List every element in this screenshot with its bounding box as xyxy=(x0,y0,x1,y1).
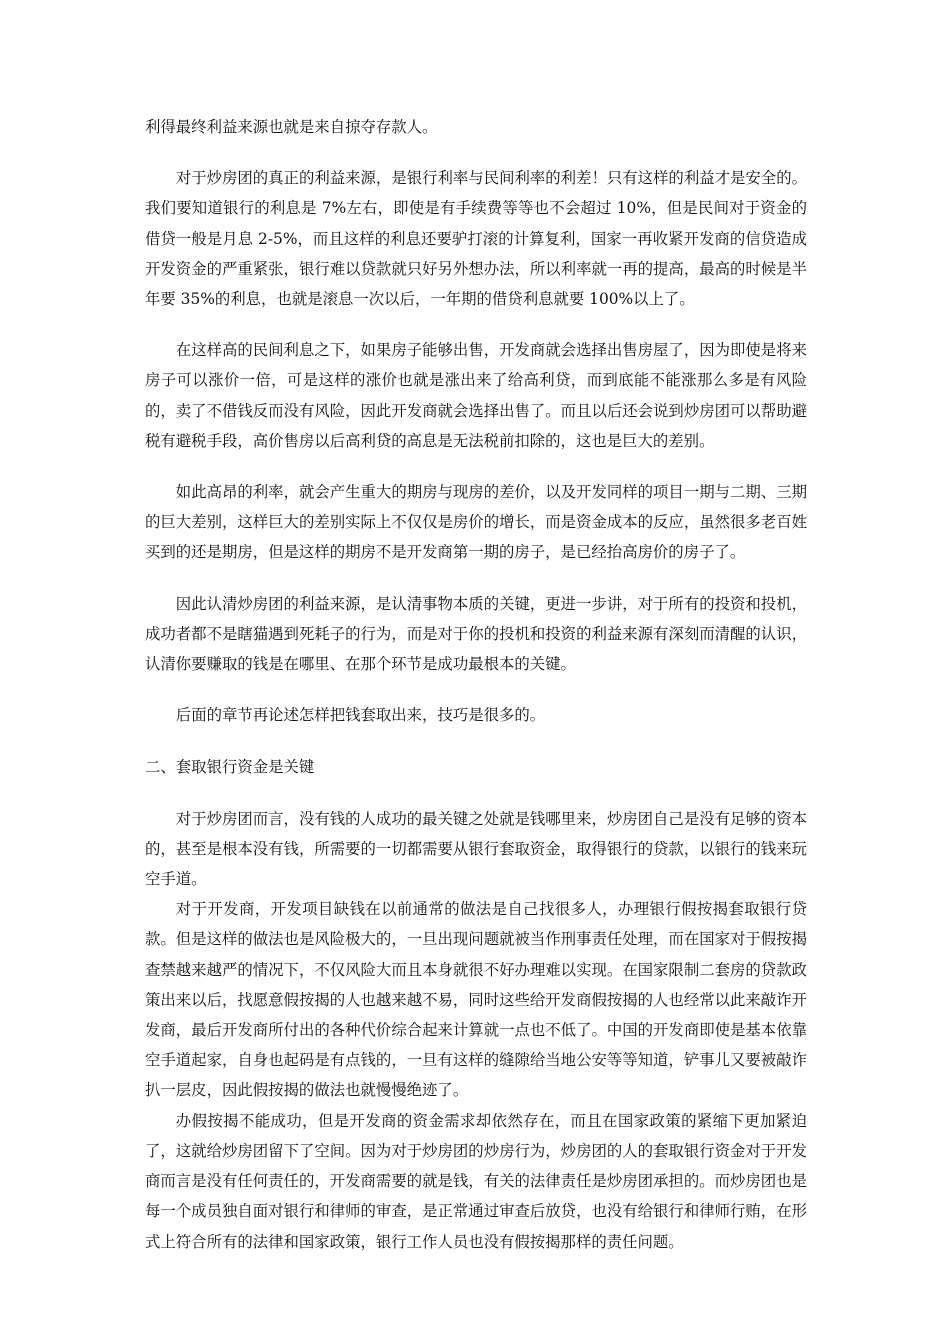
paragraph-high-interest: 在这样高的民间利息之下，如果房子能够出售，开发商就会选择出售房屋了，因为即使是将来房子可以涨价一倍，可是这样的涨价也就是涨出来了给高利贷，而到底能不能涨那么多是有风险的，卖了不借钱反而没有风险，因此开发商就会选择出售了。而且以后还会说到炒房团可以帮助避税有避税手段，高价售房以后高利贷的高息是无法税前扣除的，这也是巨大的差别。 xyxy=(145,341,807,450)
paragraph-later-chapters: 后面的章节再论述怎样把钱套取出来，技巧是很多的。 xyxy=(175,706,546,725)
paragraph-developer-mortgage: 对于开发商，开发项目缺钱在以前通常的做法是自己找很多人，办理银行假按揭套取银行贷款。但是这样的做法也是风险极大的，一旦出现问题就被当作刑事责任处理，而在国家对于假按揭查禁越来越严的情况下，不仅风险大而且本身就很不好办理难以实现。在国家限制二套房的贷款政策出来以后，找愿意假按揭的人也越来越不易，同时这些给开发商假按揭的人也经常以此来敲诈开发商，最后开发商所付出的各种代价综合起来计算就一点也不低了。中国的开发商即使是基本依靠空手道起家，自身也起码是有点钱的，一旦有这样的缝隙给当地公安等等知道，铲事儿又要被敲诈扒一层皮，因此假按揭的做法也就慢慢绝迹了。 xyxy=(145,900,807,1100)
paragraph-interest-source: 对于炒房团的真正的利益来源，是银行利率与民间利率的利差！只有这样的利益才是安全的。我们要知道银行的利息是 7%左右，即使是有手续费等等也不会超过 10%，但是民间对于资金的借贷一般是月息 2-5%，而且这样的利息还要驴打滚的计算复利，国家一再收紧开发商的信贷造成开发资金的严重紧张，银行难以贷款就只好另外想办法，所以利率就一再的提高，最高的时候是半年要 35%的利息，也就是滚息一次以后，一年期的借贷利息就要 100%以上了。 xyxy=(145,169,807,309)
paragraph-space-for-groups: 办假按揭不能成功，但是开发商的资金需求却依然存在，而且在国家政策的紧缩下更加紧迫了，这就给炒房团留下了空间。因为对于炒房团的炒房行为，炒房团的人的套取银行资金对于开发商而言是没有任何责任的，开发商需要的就是钱，有关的法律责任是炒房团承担的。而炒房团也是每一个成员独自面对银行和律师的审查，是正常通过审查后放贷，也没有给银行和律师行贿，在形式上符合所有的法律和国家政策，银行工作人员也没有假按揭那样的责任问题。 xyxy=(145,1111,807,1251)
section-heading: 二、套取银行资金是关键 xyxy=(145,758,315,777)
paragraph-key-insight: 因此认清炒房团的利益来源，是认清事物本质的关键，更进一步讲，对于所有的投资和投机，成功者都不是瞎猫遇到死耗子的行为，而是对于你的投机和投资的利益来源有深刻而清醒的认识，认清你要赚取的钱是在哪里、在那个环节是成功最根本的关键。 xyxy=(145,594,807,674)
document-page xyxy=(145,112,807,1257)
paragraph-continuation: 利得最终利益来源也就是来自掠夺存款人。 xyxy=(145,118,438,136)
paragraph-price-difference: 如此高昂的利率，就会产生重大的期房与现房的差价，以及开发同样的项目一期与二期、三期的巨大差别，这样巨大的差别实际上不仅仅是房价的增长，而是资金成本的反应，虽然很多老百姓买到的还是期房，但是这样的期房不是开发商第一期的房子，是已经抬高房价的房子了。 xyxy=(145,483,807,562)
paragraph-bank-funds: 对于炒房团而言，没有钱的人成功的最关键之处就是钱哪里来，炒房团自己是没有足够的资本的，甚至是根本没有钱，所需要的一切都需要从银行套取资金，取得银行的贷款，以银行的钱来玩空手道。 xyxy=(145,809,807,889)
